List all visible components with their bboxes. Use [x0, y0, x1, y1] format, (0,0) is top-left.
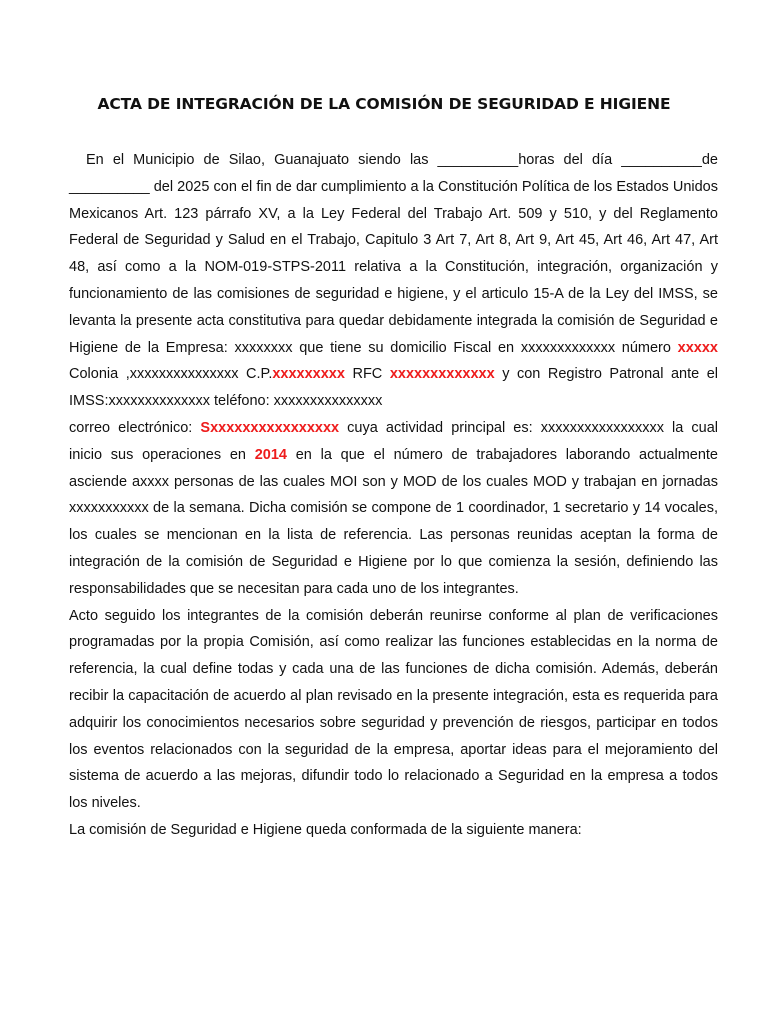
postal-code-placeholder: xxxxxxxxx [272, 366, 345, 383]
start-year-value: 2014 [254, 446, 287, 463]
street-number-placeholder: xxxxx [677, 339, 718, 356]
intro-text-2: Colonia ,xxxxxxxxxxxxxxx C.P. [69, 366, 273, 383]
intro-text-4: y con Registro Patronal ante el IMSS:xxxxxxxxxxxxxx teléfono: xxxxxxxxxxxxxxx [69, 366, 718, 410]
intro-text-3: RFC [344, 366, 390, 383]
rfc-placeholder: xxxxxxxxxxxxx [389, 366, 495, 383]
email-placeholder: Sxxxxxxxxxxxxxxxx [200, 419, 340, 436]
intro-text-1: En el Municipio de Silao, Guanajuato siendo las __________horas del día __________de __________ del 2025 con el fin de dar cumplimiento a la Constitución Política de los Estados Unidos Mexicanos Art. 123 párrafo XV, a la Ley Federal del Trabajo Art. 509 y 510, y del Reglamento Federal de Seguridad y Salud en el Trabajo, Capitulo 3 Art 7, Art 8, Art 9, Art 45, Art 46, Art 47, Art 48, así como a la NOM-019-STPS-2011 relativa a la Constitución, integración, organización y funcionamiento de las comisiones de seguridad e higiene, y el articulo 15-A de la Ley del IMSS, se levanta la presente acta constitutiva para quedar debidamente integrada la comisión de Seguridad e Higiene de la Empresa: xxxxxxxx que tiene su domicilio Fiscal en xxxxxxxxxxxxx número [69, 152, 718, 356]
document-body [69, 147, 718, 844]
paragraph-company-details [69, 415, 718, 603]
details-text-1: correo electrónico: [69, 419, 201, 436]
details-text-3: en la que el número de trabajadores laborando actualmente asciende axxxx personas de las cuales MOI son y MOD de los cuales MOD y trabajan en jornadas xxxxxxxxxxx de la semana. Dicha comisión se compone de 1 coordinador, 1 secretario y 14 vocales, los cuales se mencionan en la lista de referencia. Las personas reunidas aceptan la forma de integración de la comisión de Seguridad e Higiene por lo que comienza la sesión, definiendo las responsabilidades que se necesitan para cada uno de los integrantes. [69, 446, 718, 597]
document-title: ACTA DE INTEGRACIÓN DE LA COMISIÓN DE SEGURIDAD E HIGIENE [97, 95, 671, 113]
details-text-2: cuya actividad principal es: xxxxxxxxxxxxxxxxx la cual inicio sus operaciones en [69, 419, 718, 463]
paragraph-intro [69, 147, 718, 415]
paragraph-conformation: La comisión de Seguridad e Higiene queda conformada de la siguiente manera: [69, 821, 582, 838]
paragraph-responsibilities: Acto seguido los integrantes de la comisión deberán reunirse conforme al plan de verificaciones programadas por la propia Comisión, así como realizar las funciones establecidas en la norma de referencia, la cual define todas y cada una de las funciones de dicha comisión. Además, deberán recibir la capacitación de acuerdo al plan revisado en la presente integración, esta es requerida para adquirir los conocimientos necesarios sobre seguridad y prevención de riesgos, participar en todos los eventos relacionados con la seguridad de la empresa, aportar ideas para el mejoramiento del sistema de acuerdo a las mejoras, difundir todo lo relacionado a Seguridad en la empresa a todos los niveles. [69, 607, 718, 812]
